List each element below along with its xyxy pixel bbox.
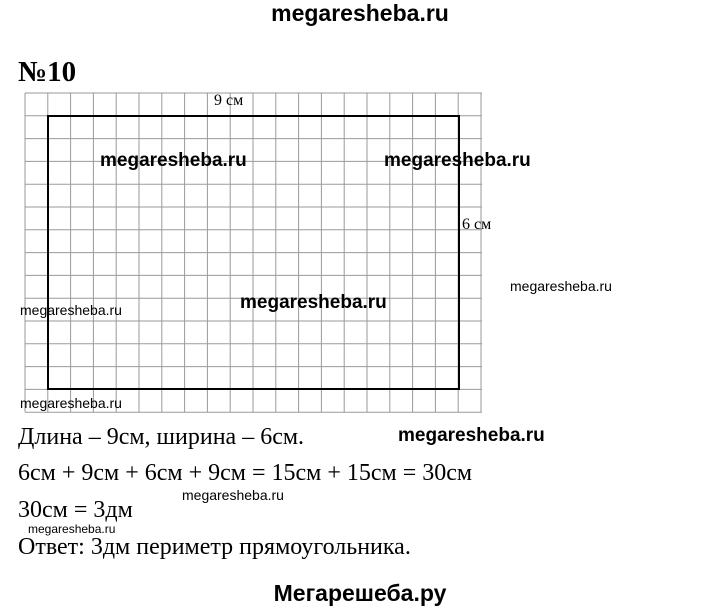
watermark: megaresheba.ru <box>100 150 247 171</box>
watermark: megaresheba.ru <box>28 522 116 536</box>
task-number: №10 <box>18 56 77 88</box>
watermark: megaresheba.ru <box>398 425 545 446</box>
solution-line-conversion: 30см = 3дм <box>18 497 133 523</box>
site-header[interactable]: megaresheba.ru <box>271 0 449 26</box>
watermark: megaresheba.ru <box>20 395 122 411</box>
height-label: 6 см <box>462 216 492 233</box>
solution-line-dimensions: Длина – 9см, ширина – 6см. <box>18 424 305 450</box>
watermark: megaresheba.ru <box>20 302 122 318</box>
solution-line-answer: Ответ: 3дм периметр прямоугольника. <box>18 534 411 560</box>
watermark: megaresheba.ru <box>182 487 284 503</box>
watermark: megaresheba.ru <box>510 278 612 294</box>
width-label: 9 см <box>214 92 244 109</box>
watermark: megaresheba.ru <box>240 292 387 313</box>
watermark: megaresheba.ru <box>384 150 531 171</box>
grid-lines <box>25 93 482 412</box>
site-footer[interactable]: Мегарешеба.ру <box>273 580 447 606</box>
solution-line-perimeter: 6см + 9см + 6см + 9см = 15см + 15см = 30см <box>18 460 473 486</box>
